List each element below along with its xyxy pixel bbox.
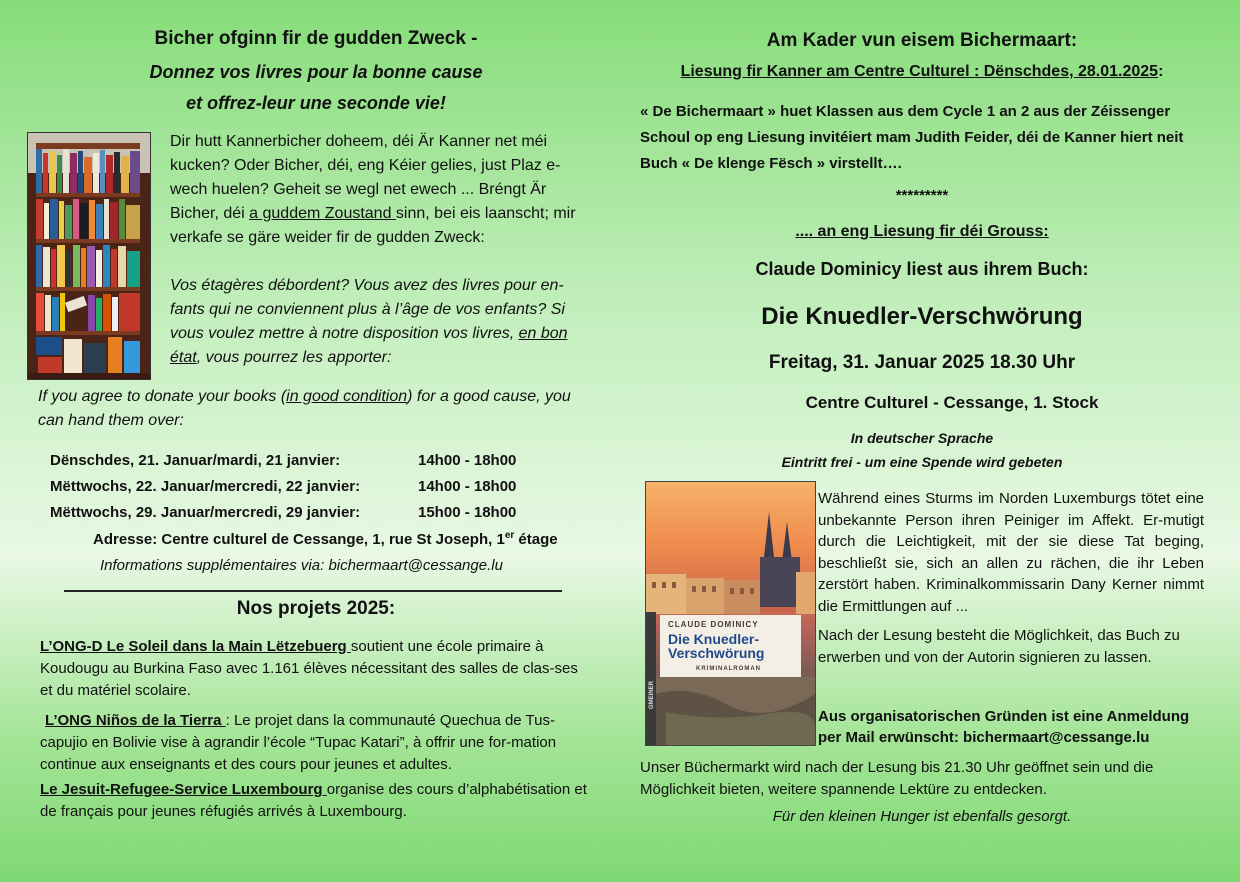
kids-reading-text: « De Bichermaart » huet Klassen aus dem Cycle 1 an 2 aus der Zéissenger Schoul op eng Liesung invitéiert mam Judith Feider, déi de Kanner hiert neit Buch « De klenge Fësch » virstellt…. (640, 103, 1184, 172)
stars-separator: ********* (895, 187, 949, 204)
left-subtitle-1: Donnez vos livres pour la bonne cause (149, 62, 483, 82)
date-row-3-day: Mëttwochs, 29. Januar/mercredi, 29 janvier: (50, 504, 361, 521)
address-prefix: Adresse: Centre culturel de Cessange, 1, rue St Joseph, 1 (93, 531, 505, 548)
project-1-org: L’ONG-D Le Soleil dans la Main Lëtzebuerg (40, 638, 351, 655)
food-note: Für den kleinen Hunger ist ebenfalls gesorgt. (772, 808, 1072, 825)
signing-note: Nach der Lesung besteht die Möglichkeit, das Buch zu erwerben und von der Autorin signieren zu lassen. (818, 627, 1180, 666)
right-subtitle-colon: : (1158, 63, 1164, 80)
date-row-1-day: Dënschdes, 21. Januar/mardi, 21 janvier: (50, 452, 341, 469)
lux-text-2: sinn, bei eis laanscht; mir verkafe se gäre weider fir de gudden Zweck: (170, 205, 576, 246)
date-row-2-day: Mëttwochs, 22. Januar/mercredi, 22 janvier: (50, 478, 361, 495)
adults-title: .... an eng Liesung fir déi Grouss: (795, 223, 1049, 240)
address-suffix: étage (514, 531, 558, 548)
fr-text-2: , vous pourrez les apporter: (196, 349, 392, 366)
book-title: Die Knuedler-Verschwörung (761, 303, 1083, 330)
date-row-3-time: 15h00 - 18h00 (418, 504, 517, 521)
project-3-org: Le Jesuit-Refugee-Service Luxembourg (40, 781, 327, 798)
divider (64, 590, 562, 592)
synopsis: Während eines Sturms im Norden Luxemburgs tötet eine unbekannte Person ihren Peiniger im Affekt. Er-mutigt durch die Leichtigkeit, mit der sie diese Tat beging, beschließt sie, sich an allen zu rächen, die ihr Leben zerstört haben. Kriminalkommissarin Dany Kerner nimmt die Ermittlungen auf ... (818, 490, 1204, 615)
author-line: Claude Dominicy liest aus ihrem Buch: (755, 259, 1089, 279)
cover-title-1: Die Knuedler- (668, 631, 760, 647)
project-3-text: organise des cours d’alphabétisation et de français pour jeunes réfugiés arrivés à Luxembourg. (40, 781, 587, 820)
address-sup: er (504, 530, 515, 541)
language-note: In deutscher Sprache (850, 430, 994, 446)
project-item (40, 710, 588, 776)
project-item (40, 779, 588, 823)
projects-title: Nos projets 2025: (236, 598, 396, 619)
book-cover-art (646, 482, 815, 745)
date-row-1-time: 14h00 - 18h00 (418, 452, 517, 469)
cover-publisher: GMEINER (649, 680, 656, 710)
lux-paragraph (170, 130, 584, 250)
en-paragraph (38, 385, 594, 433)
en-text-2: ) for a good cause, you can hand them over: (38, 388, 571, 429)
cover-title-2: Verschwörung (668, 645, 765, 661)
market-hours: Unser Büchermarkt wird nach der Lesung bis 21.30 Uhr geöffnet sein und die Möglichkeit bieten, weitere spannende Lektüre zu entdecken. (640, 759, 1154, 798)
book-cover (645, 481, 816, 746)
lux-text-1: Dir hutt Kannerbicher doheem, déi Är Kanner net méi kucken? Oder Bicher, déi, eng Kéier gelies, just Plaz e-wech huelen? Geheit se wegl net ewech ... Bréngt Är Bicher, déi (170, 133, 561, 222)
left-title: Bicher ofginn fir de gudden Zweck - (154, 28, 478, 49)
event-date: Freitag, 31. Januar 2025 18.30 Uhr (768, 352, 1076, 373)
venue: Centre Culturel - Cessange, 1. Stock (805, 393, 1099, 412)
bookshelf-illustration (28, 133, 150, 379)
project-1-text: soutient une école primaire à Koudougu au Burkina Faso avec 1.161 élèves nécessitant des salles de clas-ses et du matériel scolaire. (40, 638, 578, 699)
entry-note: Eintritt frei - um eine Spende wird gebeten (781, 454, 1063, 470)
right-subtitle (632, 63, 1212, 81)
project-2-text: : Le projet dans la communauté Quechua de Tus-capujio en Bolivie vise à agrandir l’école “Tupac Katari”, à offrir une for-mation continue aux enseignants et des cours pour jeunes et adultes. (40, 712, 557, 773)
bookshelf-photo (27, 132, 151, 380)
lux-underlined: a guddem Zoustand (249, 205, 396, 222)
cover-author: CLAUDE DOMINICY (668, 620, 759, 629)
right-subtitle-text: Liesung fir Kanner am Centre Culturel : Dënschdes, 28.01.2025 (680, 63, 1159, 80)
registration-note: Aus organisatorischen Gründen ist eine Anmeldung per Mail erwünscht: bichermaart@cessange.lu (818, 708, 1190, 746)
en-text-1: If you agree to donate your books ( (38, 388, 287, 405)
right-title: Am Kader vun eisem Bichermaart: (766, 30, 1078, 51)
cover-genre: KRIMINALROMAN (696, 666, 761, 672)
en-underlined: in good condition (286, 388, 408, 405)
left-subtitle-2: et offrez-leur une seconde vie! (186, 93, 446, 113)
address (93, 530, 558, 548)
fr-underlined: en bon état (170, 325, 568, 366)
fr-text-1: Vos étagères débordent? Vous avez des livres pour en-fants qui ne conviennent plus à l’âge de vos enfants? Si vous voulez mettre à notre disposition vos livres, (170, 277, 565, 342)
info-line: Informations supplémentaires via: bichermaart@cessange.lu (100, 557, 503, 574)
date-row-2-time: 14h00 - 18h00 (418, 478, 517, 495)
project-2-org: L’ONG Niños de la Tierra (45, 712, 226, 729)
project-item (40, 636, 588, 702)
fr-paragraph (170, 274, 584, 370)
